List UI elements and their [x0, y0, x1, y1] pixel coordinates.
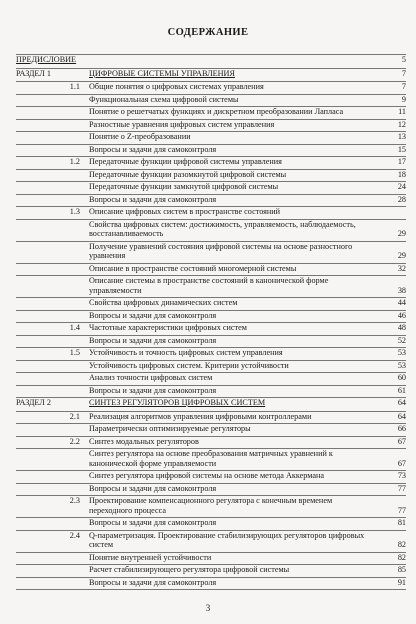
- entry-page-number: 91: [397, 577, 406, 587]
- entry-title: Вопросы и задачи для самоконтроля: [89, 144, 217, 154]
- toc-entry: [16, 385, 406, 398]
- entry-page-number: 60: [397, 373, 406, 382]
- entry-page-number: 9: [401, 94, 406, 104]
- entry-page-number: 24: [397, 182, 406, 191]
- entry-page-number: 81: [397, 518, 406, 527]
- section-label: РАЗДЕЛ 2: [16, 398, 51, 407]
- entry-title: Синтез модальных регуляторов: [89, 436, 199, 446]
- toc-entry: [16, 81, 406, 94]
- chapter-number: 1.4: [69, 323, 80, 332]
- entry-page-number: 38: [397, 285, 406, 295]
- entry-title: Q-параметризация. Проектирование стабилизирующих регуляторов цифровых систем: [89, 530, 365, 549]
- entry-title: Вопросы и задачи для самоконтроля: [89, 335, 217, 345]
- entry-page-number: 11: [398, 107, 406, 116]
- entry-page-number: 85: [397, 565, 406, 574]
- toc-entry: [16, 564, 406, 577]
- toc-entry: [16, 436, 406, 449]
- entry-page-number: 66: [397, 424, 406, 433]
- entry-title: Вопросы и задачи для самоконтроля: [89, 577, 217, 587]
- entry-page-number: 18: [397, 169, 406, 179]
- chapter-number: 2.4: [69, 530, 80, 540]
- toc-entry: [16, 275, 406, 297]
- entry-title: Синтез регулятора на основе преобразования матричных уравнений к канонической форме управляемости: [89, 449, 333, 468]
- chapter-number: 2.3: [69, 496, 80, 505]
- entry-page-number: 77: [397, 505, 406, 515]
- entry-title: Свойства цифровых динамических систем: [89, 298, 238, 307]
- entry-page-number: 5: [401, 55, 406, 64]
- entry-page-number: 46: [397, 310, 406, 320]
- toc-entry: [16, 241, 406, 263]
- chapter-number: 1.2: [69, 157, 80, 166]
- toc-entry: [16, 156, 406, 169]
- entry-title: Получение уравнений состояния цифровой системы на основе разностного уравнения: [89, 241, 353, 260]
- toc-entry: [16, 397, 406, 411]
- chapter-number: 1.5: [69, 348, 80, 357]
- entry-title: Передаточные функции замкнутой цифровой системы: [89, 182, 279, 191]
- entry-title: Частотные характеристики цифровых систем: [89, 323, 247, 332]
- toc-entry: [16, 263, 406, 276]
- preface-label: ПРЕДИСЛОВИЕ: [16, 55, 77, 64]
- entry-title: ЦИФРОВЫЕ СИСТЕМЫ УПРАВЛЕНИЯ: [89, 68, 235, 78]
- entry-page-number: 12: [397, 119, 406, 129]
- toc-entry: [16, 310, 406, 323]
- toc-entry: [16, 181, 406, 194]
- toc-entry: [16, 483, 406, 496]
- page-title: СОДЕРЖАНИЕ: [167, 27, 249, 38]
- toc-entry: [16, 517, 406, 530]
- entry-title: Реализация алгоритмов управления цифровыми контроллерами: [89, 411, 312, 421]
- entry-page-number: 13: [397, 132, 406, 141]
- entry-page-number: 52: [397, 335, 406, 345]
- entry-page-number: 17: [397, 157, 406, 166]
- entry-title: Описание цифровых систем в пространстве состояний: [89, 207, 281, 216]
- toc-entry: [16, 144, 406, 157]
- entry-title: Понятие внутренней устойчивости: [89, 552, 212, 562]
- toc-entry: [16, 106, 406, 119]
- entry-title: Разностные уравнения цифровых систем управления: [89, 119, 275, 129]
- entry-title: Описание системы в пространстве состояний в канонической форме управляемости: [89, 276, 329, 295]
- entry-page-number: 7: [401, 68, 406, 78]
- entry-title: Передаточные функции цифровой системы управления: [89, 157, 282, 166]
- chapter-number: 1.1: [69, 82, 80, 91]
- toc-entry: [16, 423, 406, 436]
- toc-entry: [16, 360, 406, 373]
- entry-page-number: 67: [397, 458, 406, 468]
- toc-entry: [16, 372, 406, 385]
- entry-page-number: 73: [397, 471, 406, 480]
- entry-title: Описание в пространстве состояний многомерной системы: [89, 263, 297, 273]
- entry-title: Вопросы и задачи для самоконтроля: [89, 310, 217, 320]
- entry-title: Функциональная схема цифровой системы: [89, 94, 239, 104]
- toc-entry: [16, 552, 406, 565]
- entry-page-number: 82: [397, 540, 406, 549]
- toc-entry: [16, 495, 406, 517]
- toc-entry: [16, 297, 406, 310]
- chapter-number: 2.1: [69, 411, 80, 421]
- entry-title: Вопросы и задачи для самоконтроля: [89, 483, 217, 493]
- entry-title: Общие понятия о цифровых системах управления: [89, 82, 264, 91]
- entry-title: Понятие о решетчатых функциях и дискретном преобразовании Лапласа: [89, 107, 344, 116]
- toc-entry: [16, 530, 406, 552]
- entry-title: Анализ точности цифровых систем: [89, 373, 213, 382]
- entry-title: Вопросы и задачи для самоконтроля: [89, 518, 217, 527]
- entry-page-number: 48: [397, 323, 406, 332]
- toc-entry: [16, 94, 406, 107]
- toc-entry: [16, 169, 406, 182]
- entry-title: Устойчивость и точность цифровых систем управления: [89, 348, 283, 357]
- toc-entry: [16, 448, 406, 470]
- entry-page-number: 53: [397, 360, 406, 370]
- table-of-contents: [16, 54, 406, 590]
- entry-title: Свойства цифровых систем: достижимость, управляемость, наблюдаемость, восстанавливаемость: [89, 219, 356, 238]
- toc-entry: [16, 206, 406, 219]
- entry-page-number: 64: [397, 411, 406, 421]
- toc-entry: [16, 577, 406, 591]
- toc-entry: [16, 219, 406, 241]
- toc-entry: [16, 119, 406, 132]
- entry-title: Расчет стабилизирующего регулятора цифровой системы: [89, 565, 290, 574]
- toc-entry: [16, 131, 406, 144]
- entry-page-number: 32: [397, 263, 406, 273]
- chapter-number: 1.3: [69, 207, 80, 216]
- entry-page-number: 29: [397, 229, 406, 238]
- toc-entry: [16, 194, 406, 207]
- toc-entry: [16, 335, 406, 348]
- toc-entry: [16, 470, 406, 483]
- entry-page-number: 29: [397, 251, 406, 260]
- chapter-number: 2.2: [69, 436, 80, 446]
- entry-page-number: 44: [397, 298, 406, 307]
- entry-page-number: 61: [397, 385, 406, 395]
- toc-entry: [16, 322, 406, 335]
- page-number: 3: [205, 603, 211, 613]
- toc-entry: [16, 347, 406, 360]
- toc-entry: [16, 68, 406, 82]
- entry-page-number: 82: [397, 552, 406, 562]
- entry-page-number: 67: [397, 436, 406, 446]
- entry-page-number: 77: [397, 483, 406, 493]
- entry-title: СИНТЕЗ РЕГУЛЯТОРОВ ЦИФРОВЫХ СИСТЕМ: [89, 398, 266, 407]
- entry-page-number: 64: [397, 398, 406, 407]
- entry-title: Понятие о Z-преобразовании: [89, 132, 191, 141]
- entry-title: Проектирование компенсационного регулятора с конечным временем переходного процесса: [89, 496, 333, 515]
- entry-title: Передаточные функции разомкнутой цифровой системы: [89, 169, 287, 179]
- toc-entry: [16, 54, 406, 68]
- entry-title: Устойчивость цифровых систем. Критерии устойчивости: [89, 360, 289, 370]
- entry-page-number: 53: [397, 348, 406, 357]
- entry-title: Вопросы и задачи для самоконтроля: [89, 385, 217, 395]
- entry-title: Параметрически оптимизируемые регуляторы: [89, 424, 251, 433]
- entry-page-number: 15: [397, 144, 406, 154]
- toc-entry: [16, 411, 406, 424]
- entry-title: Вопросы и задачи для самоконтроля: [89, 194, 217, 204]
- section-label: РАЗДЕЛ 1: [16, 68, 51, 78]
- entry-page-number: 7: [401, 82, 406, 91]
- entry-title: Синтез регулятора цифровой системы на основе метода Аккермана: [89, 471, 325, 480]
- entry-page-number: 28: [397, 194, 406, 204]
